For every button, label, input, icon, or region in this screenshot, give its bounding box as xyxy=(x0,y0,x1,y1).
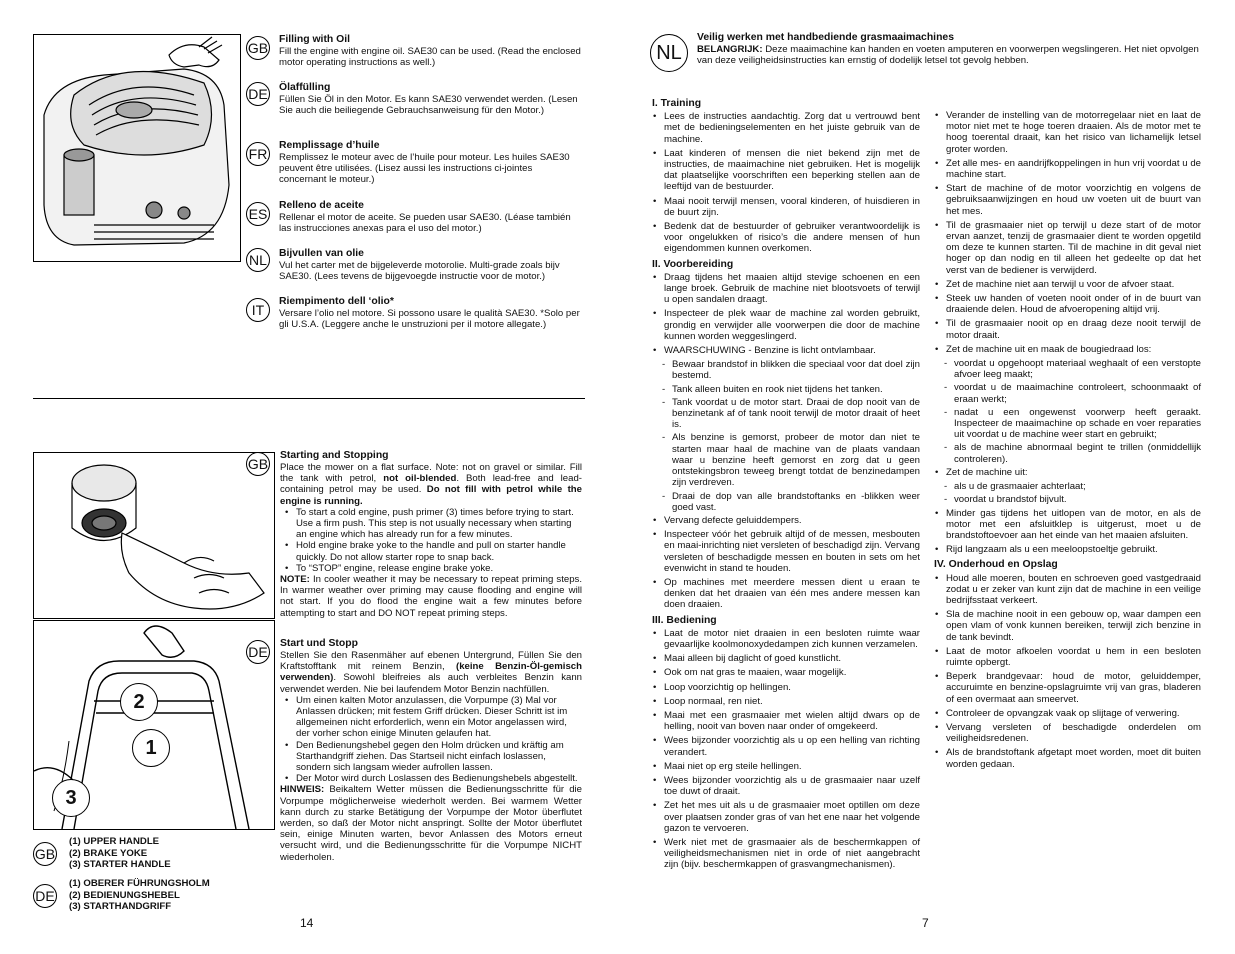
nl-safety-header xyxy=(650,32,1205,66)
list-item: • Beperk brandgevaar: houd de motor, geluiddemper, accuruimte en benzine-opslagruimte vrij van gras, bladeren of een overmaat aan smeervet. xyxy=(934,671,1201,705)
start-intro-gb-1: Place the mower on a flat surface. Note: not on gravel or similar. Fill the tank with petrol, xyxy=(280,462,582,485)
oil-title-it: Riempimento dell ‘olio* xyxy=(279,296,394,307)
nl-bediening-list-cont xyxy=(934,110,1201,355)
oil-text-it: Versare l’olio nel motore. Si possono usare le qualità SAE30. *Solo per gli U.S.A. (Leggere anche le unstruzioni per il motore allegate.) xyxy=(279,308,580,331)
list-item: • Verander de instelling van de motorregelaar niet en laat de motor niet met te hoge toeren draaien. Als de motor met te hoog toerental draait, kan het risico van lichamelijk letsel groter worden. xyxy=(934,110,1201,155)
list-item: • Als de brandstoftank afgetapt moet worden, moet dit buiten worden gedaan. xyxy=(934,747,1201,769)
list-item: • Vervang versleten of beschadigde onderdelen om veiligheidsredenen. xyxy=(934,722,1201,744)
callout-2-label: 2 xyxy=(133,691,145,713)
callout-1-label: 1 xyxy=(145,737,157,759)
list-item: • Steek uw handen of voeten nooit onder of in de buurt van draaiende delen. Houd de afvoeropening altijd vrij. xyxy=(934,293,1201,315)
list-item: • Houd alle moeren, bouten en schroeven goed vastgedraaid zodat u er zeker van kunt zijn dat de machine in een veilige bedrijfsstaat verkeert. xyxy=(934,573,1201,607)
section-divider xyxy=(33,398,585,399)
list-item: - voordat u brandstof bijvult. xyxy=(940,494,1201,505)
start-title-gb: Starting and Stopping xyxy=(280,450,389,461)
nl-voorbereiding-list-2 xyxy=(652,515,920,611)
nl-training-list xyxy=(652,111,920,254)
list-item: • Zet de machine uit: xyxy=(934,467,1201,478)
oil-title-es: Relleno de aceite xyxy=(279,200,364,211)
list-item: - voordat u de maaimachine controleert, schoonmaakt of eraan werkt; xyxy=(940,382,1201,404)
start-note-gb-label: NOTE: xyxy=(280,574,310,586)
nl-uitzetten-sublist xyxy=(940,481,1201,505)
nl-gas-list xyxy=(934,508,1201,556)
start-bullet-de-1: • Um einen kalten Motor anzulassen, die Vorpumpe (3) Mal vor Anlassen drücken; mit festem Griff drücken. Dieser Schritt ist im allgemeinen nicht erforderlich, wenn ein Motor angelassen wird, der vorher schon einige Minuten gelaufen hat. xyxy=(284,695,582,740)
legend-de-3: (3) STARTHANDGRIFF xyxy=(69,901,172,912)
callout-3-label: 3 xyxy=(65,787,77,809)
lang-badge-fr: FR xyxy=(246,142,270,166)
oil-section-nl xyxy=(246,248,582,282)
start-note-de-label: HINWEIS: xyxy=(280,784,325,796)
list-item: • Inspecteer vóór het gebruik altijd of de messen, mesbouten en maai-inrichting niet versleten of beschadigd zijn. Vervang versleten of beschadigde messen en bouten in sets om het evenwicht in stand te houden. xyxy=(652,529,920,574)
nl-onderhoud-list xyxy=(934,573,1201,770)
legend-gb-3: (3) STARTER HANDLE xyxy=(69,859,171,870)
list-item: • Maai met een grasmaaier met wielen altijd dwars op de helling, nooit van boven naar onder of omgekeerd. xyxy=(652,710,920,732)
list-item: • Minder gas tijdens het uitlopen van de motor, en als de motor met een afsluitklep is uitgerust, moet u de brandstoftoevoer aan het einde van het maaien afsluiten. xyxy=(934,508,1201,542)
legend-de-1: (1) OBERER FÜHRUNGSHOLM xyxy=(69,878,210,889)
nl-bediening-list xyxy=(652,628,920,871)
list-item: • Inspecteer de plek waar de machine zal worden gebruikt, grondig en verwijder alle voorwerpen die door de machine kunnen worden weggeslingerd. xyxy=(652,308,920,342)
lang-badge-nl: NL xyxy=(246,248,270,272)
nl-benzine-sublist xyxy=(658,359,920,513)
start-intro-de xyxy=(280,650,582,695)
start-title-de: Start und Stopp xyxy=(280,638,358,649)
list-item: • WAARSCHUWING - Benzine is licht ontvlambaar. xyxy=(652,345,920,356)
oil-section-fr xyxy=(246,140,582,186)
callout-2 xyxy=(120,683,158,721)
start-note-gb xyxy=(280,574,582,619)
lang-badge-it: IT xyxy=(246,298,270,322)
callout-3 xyxy=(52,779,90,817)
nl-uitzetten-list xyxy=(934,467,1201,478)
list-item: - Draai de dop van alle brandstoftanks en -blikken weer goed vast. xyxy=(658,491,920,513)
legend-gb-1: (1) UPPER HANDLE xyxy=(69,836,160,847)
start-note-de-text: Beikaltem Wetter müssen die Bedienungsschritte für die Vorpumpe möglicherweise wiederholt werden. Bei warmem Wetter kann durch zu starke Betätigung der Vorpumpe der Motor überflutet werden, so daß der Motor nicht anspringt. Sollte der Motor überflutet sein, einige Minuten warten, bevor Anlassen des Motors erneut versucht wird, und die Bedienungsschritte für die Vorpumpe NICHT wiederholen. xyxy=(280,784,582,863)
start-bullet-de-2: • Den Bedienungshebel gegen den Holm drücken und kräftig am Starthandgriff ziehen. Das Startseil nicht einfach loslassen, sondern sich langsam wieder aufrollen lassen. xyxy=(284,740,582,774)
legend-de-2: (2) BEDIENUNGSHEBEL xyxy=(69,889,180,901)
start-note-gb-text: In cooler weather it may be necessary to repeat priming steps. In warmer weather over priming may cause flooding and engine will not start. If you do flood the engine wait a few minutes before attempting to start and DO NOT repeat priming steps. xyxy=(280,574,582,619)
start-section-de xyxy=(246,638,582,863)
list-item: • Bedenk dat de bestuurder of gebruiker verantwoordelijk is voor ongelukken of risico’s die andere mensen of hun eigendommen kunnen overkomen. xyxy=(652,221,920,255)
oil-title-de: Ölaffülling xyxy=(279,82,331,93)
oil-section-de xyxy=(246,82,582,116)
oil-text-de: Füllen Sie Öl in den Motor. Es kann SAE30 verwendet werden. (Lesen Sie auch die beiliegende Gebrauchsanweisung für den Motor.) xyxy=(279,94,578,117)
oil-text-gb: Fill the engine with engine oil. SAE30 can be used. (Read the enclosed motor operating instructions as well.) xyxy=(279,46,581,69)
list-item: • Zet het mes uit als u de grasmaaier moet optillen om deze over plaatsen zonder gras of van het ene naar het volgende gazon te vervoeren. xyxy=(652,800,920,834)
oil-section-gb xyxy=(246,34,582,68)
start-intro-de-bold1: (keine Benzin-Öl-gemisch verwenden) xyxy=(280,661,582,684)
list-item: • Vervang defecte geluiddempers. xyxy=(652,515,920,526)
oil-title-nl: Bijvullen van olie xyxy=(279,248,364,259)
list-item: - nadat u een ongewenst voorwerp heeft geraakt. Inspecteer de maaimachine op schade en voer reparaties uit voordat u de machine weer start en gebruikt; xyxy=(940,407,1201,441)
start-intro-gb-bold1: not oil-blended xyxy=(383,473,457,485)
nl-column-1 xyxy=(652,94,920,874)
nl-column-2 xyxy=(934,110,1201,773)
start-intro-gb xyxy=(280,462,582,507)
list-item: • Wees bijzonder voorzichtig als u de grasmaaier naar uzelf toe duwt of draait. xyxy=(652,775,920,797)
list-item: - Als benzine is gemorst, probeer de motor dan niet te starten maar haal de machine van de plaats vandaan waar u benzine heeft gemorst en zorg dat u geen ontstekingsbron teweeg brengt totdat de benzinedampen zijn verdreven. xyxy=(658,432,920,488)
page-number-left: 14 xyxy=(300,916,314,930)
nl-safety-title: Veilig werken met handbediende grasmaaimachines xyxy=(697,32,954,43)
start-section-gb xyxy=(246,450,582,619)
start-intro-de-1: Stellen Sie den Rasenmäher auf ebenen Untergrund, Füllen Sie den Kraftstofftank mit reinem Benzin, xyxy=(280,650,582,673)
callout-1 xyxy=(132,729,170,767)
list-item: • Draag tijdens het maaien altijd stevige schoenen en een lange broek. Gebruik de machine niet blootsvoets of terwijl u open sandalen draagt. xyxy=(652,272,920,306)
oil-section-es xyxy=(246,200,582,234)
list-item: • Laat de motor afkoelen voordat u hem in een besloten ruimte opbergt. xyxy=(934,646,1201,668)
list-item: • Controleer de opvangzak vaak op slijtage of verwering. xyxy=(934,708,1201,719)
list-item: • Loop voorzichtig op hellingen. xyxy=(652,682,920,693)
list-item: • Til de grasmaaier nooit op en draag deze nooit terwijl de motor draait. xyxy=(934,318,1201,340)
lang-badge-de: DE xyxy=(246,82,270,106)
nl-safety-warning xyxy=(697,44,1205,66)
lang-badge-es: ES xyxy=(246,202,270,226)
nl-bougie-sublist xyxy=(940,358,1201,465)
list-item: - Bewaar brandstof in blikken die speciaal voor dat doel zijn bestemd. xyxy=(658,359,920,381)
list-item: - als de machine abnormaal begint te trillen (onmiddellijk controleren). xyxy=(940,442,1201,464)
list-item: • Sla de machine nooit in een gebouw op, waar dampen een open vlam of vonk kunnen bereiken, terwijl zich benzine in de tank bevindt. xyxy=(934,609,1201,643)
nl-warning-text: Deze maaimachine kan handen en voeten amputeren en voorwerpen wegslingeren. Het niet opvolgen van deze veiligheidsinstructies kan ernstig of dodelijk letsel tot gevolg hebben. xyxy=(697,44,1199,67)
lang-badge-nl-large: NL xyxy=(650,34,688,72)
legend-gb-2: (2) BRAKE YOKE xyxy=(69,847,148,859)
start-bullet-gb-1: • To start a cold engine, push primer (3) times before trying to start. Use a firm push. This step is not usually necessary when starting an engine which has already run for a few minutes. xyxy=(284,507,582,541)
start-bullet-de-3: • Der Motor wird durch Loslassen des Bedienungshebels abgestellt. xyxy=(284,773,582,784)
list-item: • Wees bijzonder voorzichtig als u op een helling van richting verandert. xyxy=(652,735,920,757)
list-item: - als u de grasmaaier achterlaat; xyxy=(940,481,1201,492)
list-item: • Maai alleen bij daglicht of goed kunstlicht. xyxy=(652,653,920,664)
list-item: • Op machines met meerdere messen dient u eraan te denken dat het draaien van één mes andere messen kan doen draaien. xyxy=(652,577,920,611)
list-item: • Zet alle mes- en aandrijfkoppelingen in hun vrij voordat u de machine start. xyxy=(934,158,1201,180)
lang-badge-gb: GB xyxy=(246,36,270,60)
list-item: - Tank alleen buiten en rook niet tijdens het tanken. xyxy=(658,384,920,395)
legend-de xyxy=(33,878,273,913)
list-item: • Maai nooit terwijl mensen, vooral kinderen, of huisdieren in de buurt zijn. xyxy=(652,196,920,218)
nl-warning-label: BELANGRIJK: xyxy=(697,44,763,55)
oil-title-fr: Remplissage d’huile xyxy=(279,140,380,151)
nl-section-training: I. Training xyxy=(652,98,702,109)
oil-text-fr: Remplissez le moteur avec de l’huile pour moteur. Les huiles SAE30 peuvent être utilisées. (Lisez aussi les instructions ci-jointes concernant le moteur.) xyxy=(279,152,570,186)
list-item: • Zet de machine uit en maak de bougiedraad los: xyxy=(934,344,1201,355)
list-item: • Maai niet op erg steile hellingen. xyxy=(652,761,920,772)
start-bullets-de xyxy=(284,695,582,785)
engine-oil-illustration xyxy=(33,34,241,262)
start-intro-gb-bold2: Do not fill with petrol while the engine is running. xyxy=(280,484,582,507)
lang-badge-start-de: DE xyxy=(246,640,270,664)
oil-text-nl: Vul het carter met de bijgeleverde motorolie. Multi-grade zoals bijv SAE30. (Lees tevens de bijgevoegde instructie voor de motor.) xyxy=(279,260,560,283)
oil-text-es: Rellenar el motor de aceite. Se pueden usar SAE30. (Léase también las instrucciones anexas para el uso del motor.) xyxy=(279,212,571,235)
list-item: • Laat kinderen of mensen die niet bekend zijn met de instructies, de maaimachine niet gebruiken. Het is mogelijk dat plaatselijke voorschriften een beperking stellen aan de leeftijd van de bestuurder. xyxy=(652,148,920,193)
handle-illustration xyxy=(33,620,275,830)
lang-badge-start-gb: GB xyxy=(246,452,270,476)
list-item: • Zet de machine niet aan terwijl u voor de afvoer staat. xyxy=(934,279,1201,290)
start-intro-gb-2: . Both lead-free and lead-containing petrol may be used. xyxy=(280,473,582,496)
legend-gb xyxy=(33,836,273,871)
lang-badge-legend-de: DE xyxy=(33,884,57,908)
list-item: • Loop normaal, ren niet. xyxy=(652,696,920,707)
page-number-right: 7 xyxy=(922,916,929,930)
start-bullet-gb-3: • To “STOP” engine, release engine brake yoke. xyxy=(284,563,582,574)
list-item: • Ook om nat gras te maaien, waar mogelijk. xyxy=(652,667,920,678)
nl-voorbereiding-list xyxy=(652,272,920,356)
nl-section-onderhoud: IV. Onderhoud en Opslag xyxy=(934,559,1058,571)
list-item: • Laat de motor niet draaien in een besloten ruimte waar gevaarlijke koolmonoxydedampen zich kunnen verzamelen. xyxy=(652,628,920,650)
list-item: - voordat u opgehoopt materiaal weghaalt of een verstopte afvoer leeg maakt; xyxy=(940,358,1201,380)
start-note-de xyxy=(280,784,582,862)
list-item: • Lees de instructies aandachtig. Zorg dat u vertrouwd bent met de bedieningselementen en het juiste gebruik van de machine. xyxy=(652,111,920,145)
list-item: • Werk niet met de grasmaaier als de beschermkappen of veiligheidsmechanismen niet in orde of niet aangebracht zijn (bijv. beschermkappen of grasvangmechanismen). xyxy=(652,837,920,871)
oil-title-gb: Filling with Oil xyxy=(279,34,350,45)
nl-section-bediening: III. Bediening xyxy=(652,614,717,626)
lang-badge-legend-gb: GB xyxy=(33,842,57,866)
list-item: • Til de grasmaaier niet op terwijl u deze start of de motor ervan aanzet, tenzij de grasmaaier dient te worden opgetild om deze te kunnen starten. Til de machine in dit geval niet hoger op dan nodig en til alleen het gedeelte op dat het verst van de bediener is verwijderd. xyxy=(934,220,1201,276)
start-bullets-gb xyxy=(284,507,582,574)
nl-section-voorbereiding: II. Voorbereiding xyxy=(652,258,734,270)
list-item: • Start de machine of de motor voorzichtig en volgens de gebruiksaanwijzingen en houd uw voeten uit de buurt van het mes. xyxy=(934,183,1201,217)
start-bullet-gb-2: • Hold engine brake yoke to the handle and pull on starter handle quickly. Do not allow starter rope to snap back. xyxy=(284,540,582,562)
list-item: • Rijd langzaam als u een meeloopstoeltje gebruikt. xyxy=(934,544,1201,555)
oil-section-it xyxy=(246,296,582,330)
primer-illustration xyxy=(33,452,275,619)
list-item: - Tank voordat u de motor start. Draai de dop nooit van de benzinetank af of tank nooit terwijl de motor draait of heet is. xyxy=(658,397,920,431)
start-intro-de-2: . Sowohl bleifreies als auch verbleites Benzin kann verwendet werden. Nie bei laufendem Motor Benzin nachfüllen. xyxy=(280,672,582,695)
